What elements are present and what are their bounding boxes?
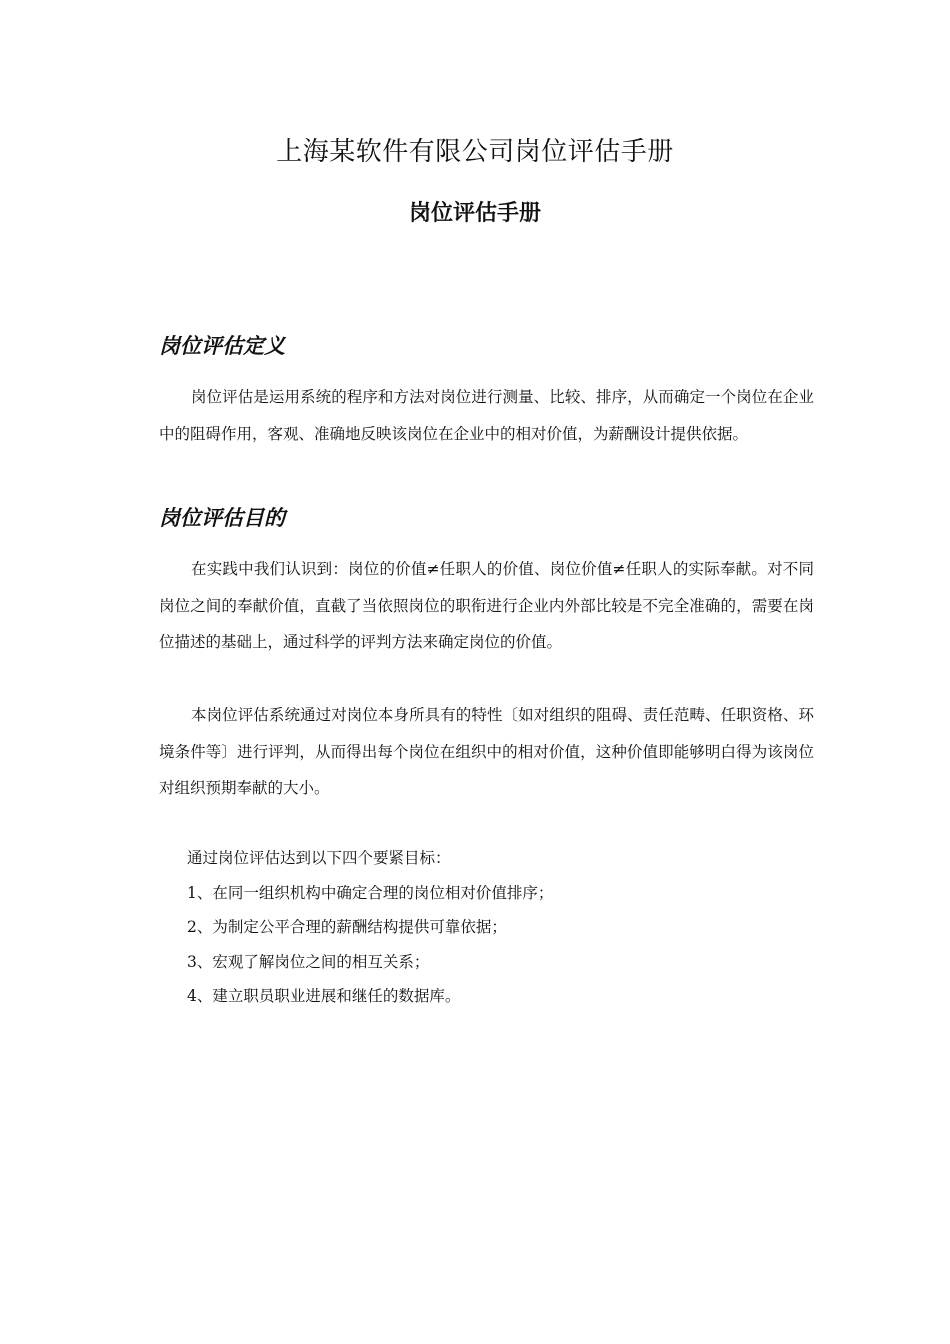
goal-item-2: 2、为制定公平合理的薪酬结构提供可靠依据； [187, 918, 507, 936]
purpose-paragraph-1: 在实践中我们认识到：岗位的价值≠任职人的价值、岗位价值≠任职人的实际奉献。对不同岗位之间的奉献价值，直截了当依照岗位的职衔进行企业内外部比较是不完全准确的，需要在岗位描述的基础上，通过科学的评判方法来确定岗位的价值。 [159, 560, 814, 651]
goals-intro: 通过岗位评估达到以下四个要紧目标： [187, 849, 451, 867]
definition-paragraph: 岗位评估是运用系统的程序和方法对岗位进行测量、比较、排序，从而确定一个岗位在企业中的阻碍作用，客观、准确地反映该岗位在企业中的相对价值，为薪酬设计提供依据。 [159, 388, 814, 443]
goal-item-3: 3、宏观了解岗位之间的相互关系； [187, 952, 430, 971]
document-subtitle: 岗位评估手册 [408, 201, 541, 226]
section-heading-definition: 岗位评估定义 [159, 334, 285, 358]
purpose-paragraph-2: 本岗位评估系统通过对岗位本身所具有的特性〔如对组织的阻碍、责任范畴、任职资格、环境条件等〕进行评判，从而得出每个岗位在组织中的相对价值，这种价值即能够明白得为该岗位对组织预期奉献的大小。 [159, 706, 814, 797]
document-title: 上海某软件有限公司岗位评估手册 [276, 137, 674, 167]
goal-item-4: 4、建立职员职业进展和继任的数据库。 [187, 987, 461, 1005]
goal-item-1: 1、在同一组织机构中确定合理的岗位相对价值排序； [187, 883, 554, 902]
goals-list [187, 841, 807, 1014]
section-heading-purpose: 岗位评估目的 [159, 506, 285, 530]
